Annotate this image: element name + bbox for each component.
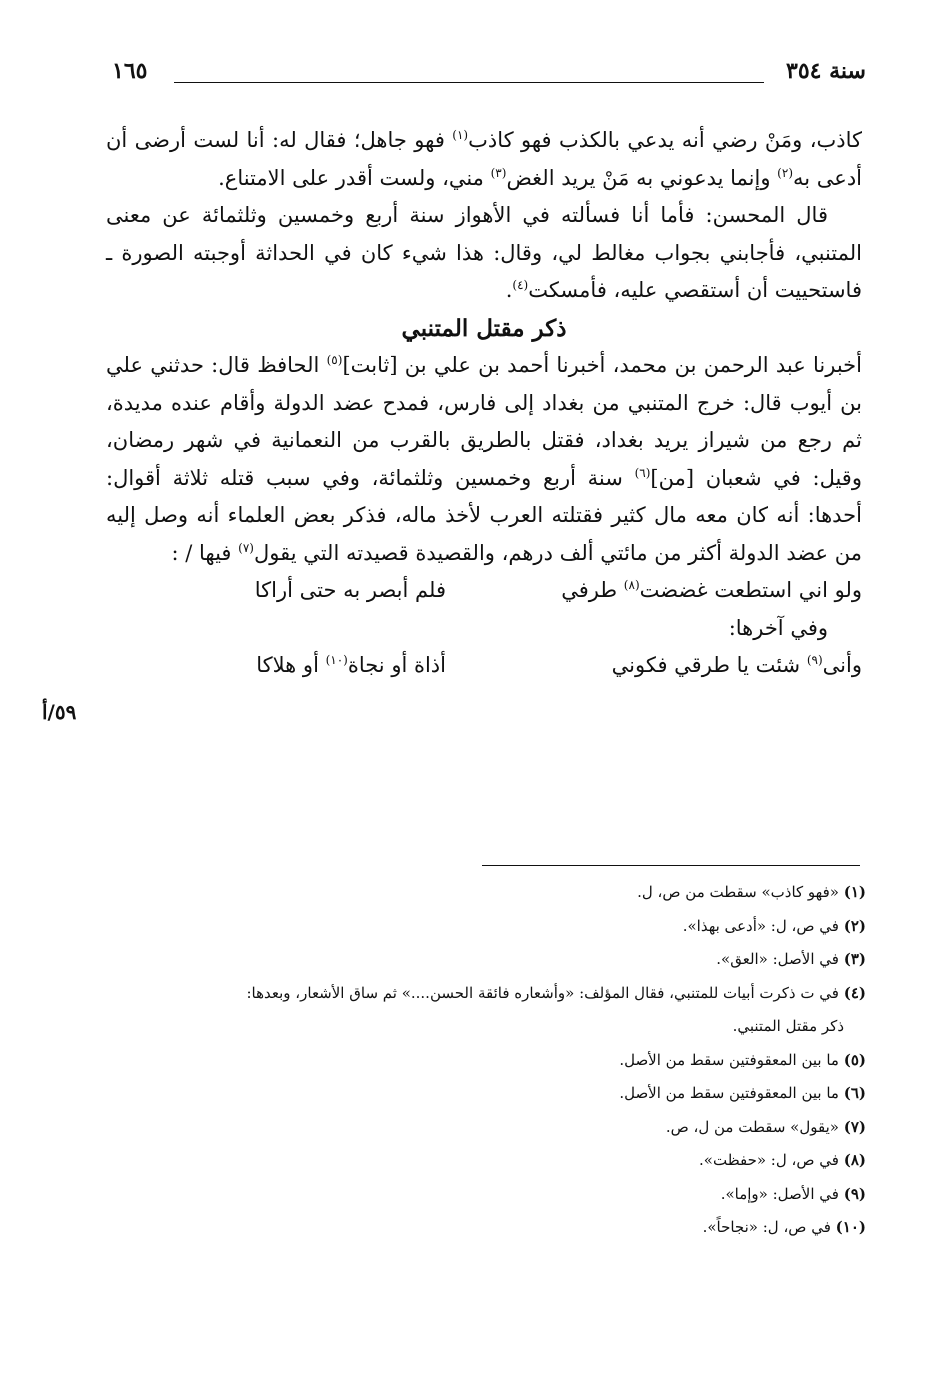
paragraph-2: قال المحسن: فأما أنا فسألته في الأهواز سنة أربع وخمسين وثلثمائة عن معنى المتنبي، فأجابني بجواب مغالط لي، وقال: هذا شيء كان في الحداثة أوجبته الصورة ـ فاستحييت أن أستقصي عليه، فأمسكت$^{(٤)}$. [106,203,862,302]
section-heading: ذكر مقتل المتنبي [401,314,567,342]
footnote-ref-6[interactable]: (٦) [634,465,651,480]
footnote-7: (٧) «يقول» سقطت من ل، ص. [665,1117,866,1136]
footnote-ref-1[interactable]: (١) [452,128,469,142]
verse-2-second-hemistich: أذاة أو نجاة$^{(١٠)}$ أو هلاكا [256,653,446,677]
footnote-ref-4[interactable]: (٤) [512,278,529,292]
footnote-9: (٩) في الأصل: «وإما». [720,1184,866,1203]
paragraph-1: كاذب، ومَنْ رضي أنه يدعي بالكذب فهو كاذب$^{(١)}$ فهو جاهل؛ فقال له: أنا لست أرضى أن أدعى به$^{(٢)}$ وإنما يدعوني به مَنْ يريد الغض$^{(٣)}$ مني، ولست أقدر على الامتناع. [106,128,863,190]
poem-intro: وفي آخرها: [728,615,828,640]
running-head-year: سنة ٣٥٤ [786,58,866,84]
footnote-10: (١٠) في ص، ل: «نجاحاً». [702,1218,866,1236]
paragraph-3: أخبرنا عبد الرحمن بن محمد، أخبرنا أحمد بن علي بن [ثابت]$^{(٥)}$ الحافظ قال: حدثني علي بن أيوب قال: خرج المتنبي من بغداد إلى فارس، فمدح عضد الدولة وأقام عنده مديدة، ثم رجع من شيراز يريد بغداد، فقتل بالطريق بالقرب من النعمانية في شهر رمضان، وقيل: في شعبان [من]$^{(٦)}$ سنة أربع وخمسين وثلثمائة، وفي سبب قتله ثلاثة أقوال: أحدها: أنه كان معه مال كثير فقتلته العرب لأخذ ماله، فذكر بعض العلماء أنه وصل إليه من عضد الدولة أكثر من مائتي ألف درهم، والقصيدة قصيدته التي يقول$^{(٧)}$ فيها / : [106,353,862,565]
footnote-4-continuation: ذكر مقتل المتنبي. [732,1017,844,1035]
header-rule [174,82,764,83]
footnote-2: (٢) في ص، ل: «أدعى بهذا». [682,916,866,935]
verse-1-first-hemistich: ولو اني استطعت غضضت$^{(٨)}$ طرفي [561,578,862,602]
verse-1-second-hemistich: فلم أبصر به حتى أراكا [254,578,446,602]
poem-verse-2 [106,647,862,685]
footnote-1: (١) «فهو كاذب» سقطت من ص، ل. [637,883,866,901]
main-text [106,122,862,685]
footnote-3: (٣) في الأصل: «العق». [716,950,866,968]
verse-2-first-hemistich: وأنى$^{(٩)}$ شئت يا طرقي فكوني [611,653,862,677]
footnote-6: (٦) ما بين المعقوفتين سقط من الأصل. [619,1084,866,1102]
poem [106,572,862,685]
page-header [112,58,866,98]
page-number: ١٦٥ [112,58,148,84]
footnote-4: (٤) في ت ذكرت أبيات للمتنبي، فقال المؤلف: «وأشعاره فائقة الحسن....» ثم ساق الأشعار، وبعدها: ذكر مقتل المتنبي. [106,977,866,1044]
footnote-ref-2[interactable]: (٢) [777,165,793,180]
footnotes [106,876,866,1245]
footnote-ref-8[interactable]: (٨) [623,578,640,592]
footnote-separator [482,865,860,866]
footnote-ref-9[interactable]: (٩) [806,653,823,667]
footnote-ref-3[interactable]: (٣) [490,165,507,180]
footnote-8: (٨) في ص، ل: «حفظت». [699,1151,866,1169]
footnote-ref-10[interactable]: (١٠) [325,653,348,667]
poem-verse-1 [106,572,862,610]
footnote-ref-5[interactable]: (٥) [326,353,343,367]
manuscript-folio-note: ٥٩/أ [42,700,77,724]
footnote-ref-7[interactable]: (٧) [238,540,254,555]
footnote-5: (٥) ما بين المعقوفتين سقط من الأصل. [619,1050,866,1069]
